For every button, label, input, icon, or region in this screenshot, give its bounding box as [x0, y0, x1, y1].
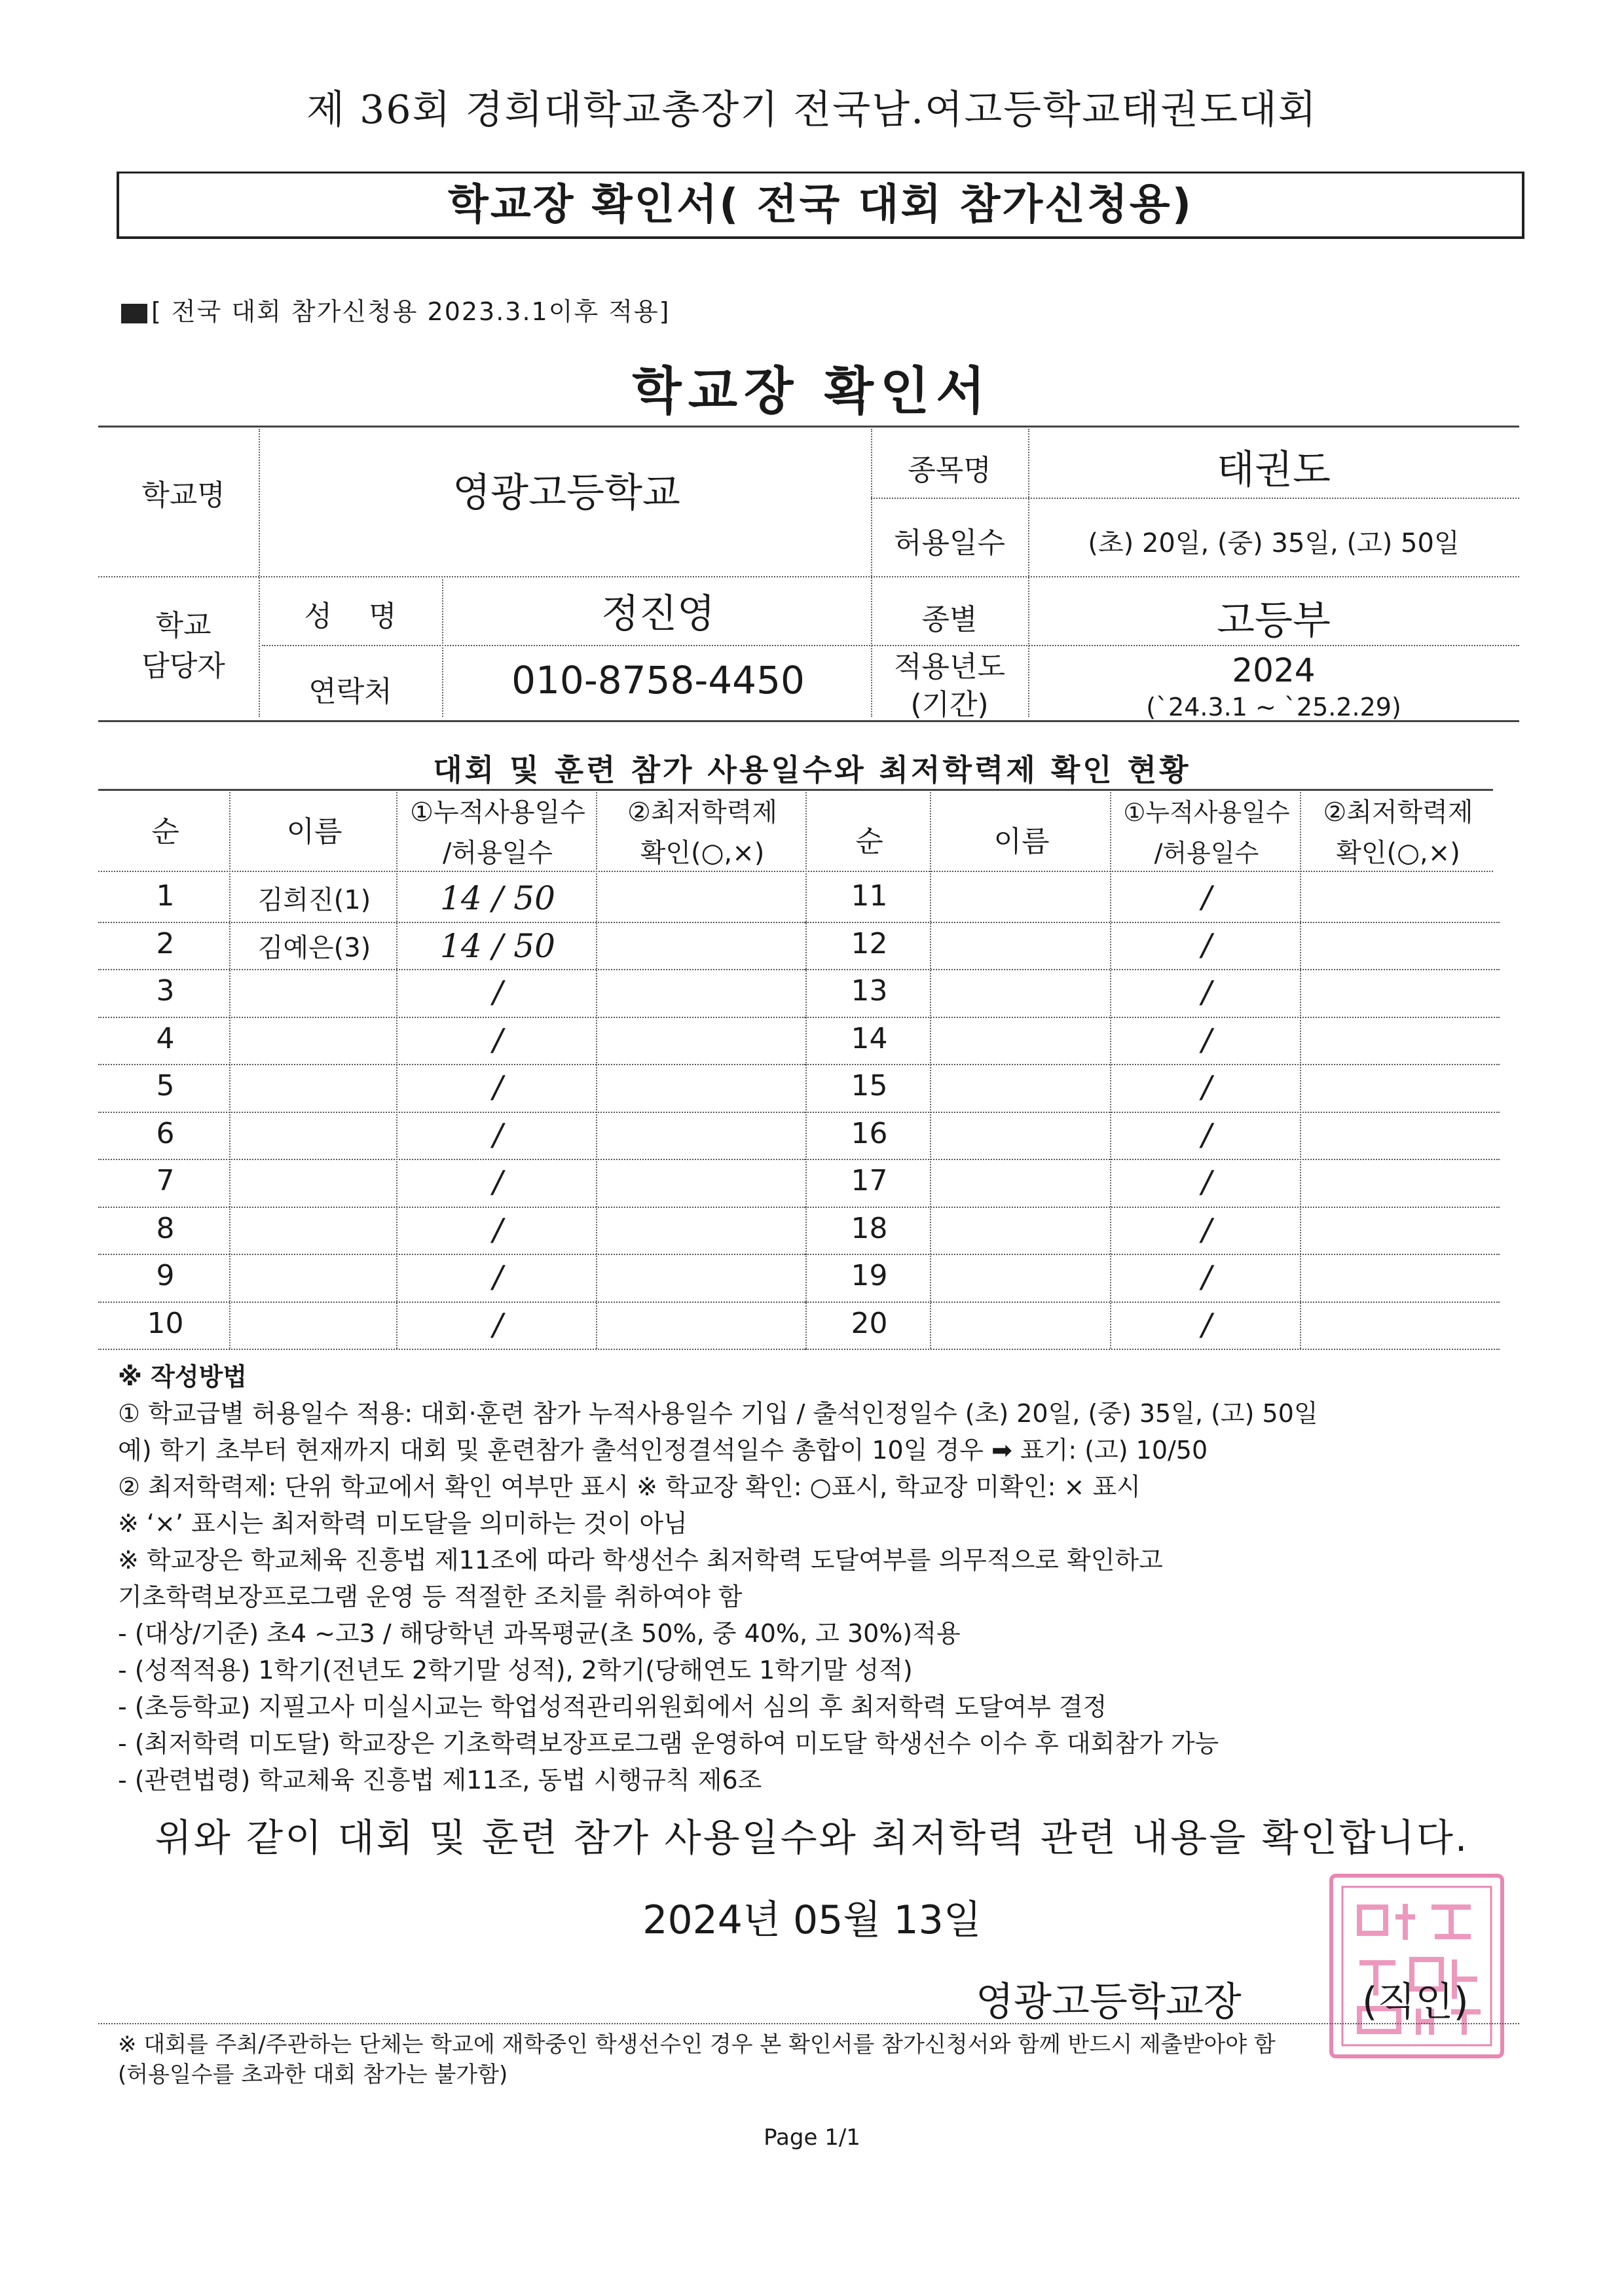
table-cell-no: 14 [851, 1021, 888, 1055]
table-cell-no: 18 [851, 1211, 888, 1245]
table-cell-no: 17 [851, 1164, 888, 1197]
table-cell-days: / [1201, 1259, 1212, 1294]
table-cell-no: 8 [156, 1211, 175, 1245]
year-label: 적용년도 (기간) [893, 650, 1005, 721]
principal-name: 영광고등학교장 [976, 1979, 1242, 2025]
guide-line: 기초학력보장프로그램 운영 등 적절한 조치를 취하여야 함 [118, 1582, 743, 1611]
table-cell-no: 13 [851, 974, 888, 1008]
name-label: 성 명 [304, 600, 397, 633]
allowed-days-value: (초) 20일, (중) 35일, (고) 50일 [1088, 528, 1460, 558]
writing-guide [118, 1358, 1493, 1798]
divider [98, 789, 1493, 791]
table-cell-days: / [492, 1306, 503, 1342]
row-divider [805, 969, 1500, 970]
guide-line: - (최저학력 미도달) 학교장은 기초학력보장프로그램 운영하여 미도달 학생선수 이수 후 대회참가 가능 [118, 1729, 1219, 1758]
guide-line: 예) 학기 초부터 현재까지 대회 및 훈련참가 출석인정결석일수 총합이 10일 경우 ➡ 표기: (고) 10/50 [118, 1436, 1208, 1465]
divider [259, 429, 260, 717]
year-value: 2024 [1232, 651, 1316, 689]
table-cell-days: / [492, 1164, 503, 1199]
header-days: ①누적사용일수 /허용일수 [410, 797, 585, 868]
row-divider [98, 1254, 805, 1255]
divider [871, 498, 1519, 499]
table-cell-days: / [1201, 926, 1212, 962]
sport-label: 종목명 [908, 454, 991, 487]
row-divider [98, 1349, 805, 1350]
issue-date: 2024년 05월 13일 [642, 1897, 982, 1943]
footnote-line: ※ 대회를 주최/주관하는 단체는 학교에 재학중인 학생선수인 경우 본 확인서를 참가신청서와 함께 반드시 제출받아야 함 [118, 2032, 1276, 2058]
divider [1110, 792, 1111, 1349]
table-title: 대회 및 훈련 참가 사용일수와 최저학력제 확인 현황 [433, 752, 1191, 788]
table-cell-no: 10 [147, 1306, 184, 1340]
divider [1028, 429, 1029, 717]
row-divider [805, 1017, 1500, 1018]
table-cell-no: 4 [156, 1021, 175, 1055]
seal-graphic [1333, 1878, 1500, 2054]
row-divider [805, 1254, 1500, 1255]
division-value: 고등부 [1217, 598, 1331, 644]
row-divider [805, 1302, 1500, 1303]
table-cell-days: / [492, 1021, 503, 1057]
guide-heading: ※ 작성방법 [118, 1362, 248, 1391]
school-label: 학교명 [141, 479, 225, 512]
guide-line: - (대상/기준) 초4 ~고3 / 해당학년 과목평균(초 50%, 중 40%, 고 30%)적용 [118, 1619, 961, 1648]
table-cell-days: / [1201, 1021, 1212, 1057]
header-days: ①누적사용일수 /허용일수 [1123, 798, 1290, 867]
divider [871, 429, 872, 717]
header-academic: ②최저학력제 확인(○,×) [1323, 797, 1473, 868]
table-cell-days: / [492, 974, 503, 1010]
box-title: 학교장 확인서( 전국 대회 참가신청용) [448, 181, 1193, 229]
row-divider [805, 1349, 1500, 1350]
footnote [118, 2030, 1532, 2090]
subnote-text: [ 전국 대회 참가신청용 2023.3.1이후 적용] [151, 297, 671, 326]
row-divider [805, 922, 1500, 923]
divider [98, 576, 1519, 577]
doc-title: 학교장 확인서 [632, 362, 992, 421]
name-value: 정진영 [601, 591, 715, 637]
table-cell-no: 3 [156, 974, 175, 1008]
sport-value: 태권도 [1217, 447, 1331, 493]
table-cell-days: 14 / 50 [440, 926, 555, 965]
table-cell-days: / [1201, 1116, 1212, 1152]
table-cell-days: / [492, 1116, 503, 1152]
divider [805, 792, 807, 1349]
subnote [121, 291, 670, 327]
row-divider [805, 1064, 1500, 1065]
divider [229, 792, 231, 1349]
guide-line: ① 학교급별 허용일수 적용: 대회·훈련 참가 누적사용일수 기입 / 출석인정일수 (초) 20일, (중) 35일, (고) 50일 [118, 1399, 1318, 1428]
row-divider [98, 969, 805, 970]
footnote-line: (허용일수를 초과한 대회 참가는 불가함) [118, 2062, 508, 2088]
header-academic: ②최저학력제 확인(○,×) [627, 797, 778, 868]
header-name: 이름 [993, 825, 1050, 858]
contact-label: 연락처 [308, 675, 392, 708]
table-cell-no: 20 [851, 1306, 888, 1340]
table-cell-no: 19 [851, 1259, 888, 1292]
table-cell-no: 6 [156, 1116, 175, 1150]
table-cell-no: 16 [851, 1116, 888, 1150]
table-cell-no: 2 [156, 926, 175, 960]
row-divider [98, 1207, 805, 1208]
row-divider [98, 922, 805, 923]
row-divider [98, 1112, 805, 1113]
table-cell-days: / [1201, 1211, 1212, 1247]
table-cell-no: 15 [851, 1069, 888, 1102]
table-cell-no: 1 [156, 879, 175, 913]
page-number: Page 1/1 [764, 2124, 860, 2151]
row-divider [805, 1159, 1500, 1160]
table-cell-days: / [492, 1259, 503, 1294]
divider [1300, 792, 1301, 1349]
table-cell-no: 11 [851, 879, 888, 913]
table-cell-days: / [1201, 974, 1212, 1010]
row-divider [98, 1017, 805, 1018]
divider [98, 2023, 1519, 2024]
guide-line: - (성적적용) 1학기(전년도 2학기말 성적), 2학기(당해연도 1학기말 성적) [118, 1656, 913, 1685]
table-cell-days: / [492, 1069, 503, 1104]
table-cell-no: 12 [851, 926, 888, 960]
manager-label: 학교 담당자 [141, 609, 225, 683]
table-cell-name: 김희진(1) [257, 885, 371, 915]
seal-label: (직인) [1362, 1979, 1469, 2025]
event-title: 제 36회 경희대학교총장기 전국남.여고등학교태권도대회 [306, 87, 1318, 133]
row-divider [98, 1302, 805, 1303]
divider [396, 792, 397, 1349]
confirm-statement: 위와 같이 대회 및 훈련 참가 사용일수와 최저학력 관련 내용을 확인합니다. [155, 1815, 1469, 1860]
table-cell-days: / [1201, 1069, 1212, 1104]
school-value: 영광고등학교 [452, 470, 680, 516]
square-icon [121, 304, 147, 323]
row-divider [805, 1112, 1500, 1113]
row-divider [98, 1159, 805, 1160]
table-cell-days: / [1201, 1164, 1212, 1199]
table-cell-name: 김예은(3) [257, 932, 371, 963]
table-cell-days: / [1201, 879, 1212, 915]
contact-value: 010-8758-4450 [511, 658, 805, 702]
table-cell-days: / [492, 1211, 503, 1247]
table-cell-days: / [1201, 1306, 1212, 1342]
divider [596, 792, 597, 1349]
allowed-days-label: 허용일수 [893, 526, 1005, 560]
divider [930, 792, 931, 1349]
row-divider [805, 1207, 1500, 1208]
guide-line: - (관련법령) 학교체육 진흥법 제11조, 동법 시행규칙 제6조 [118, 1766, 762, 1795]
header-no: 순 [151, 815, 179, 848]
table-cell-days: 14 / 50 [440, 879, 555, 917]
period-value: (`24.3.1 ~ `25.2.29) [1146, 693, 1401, 721]
header-no: 순 [855, 825, 883, 858]
division-label: 종별 [921, 603, 978, 636]
table-cell-no: 5 [156, 1069, 175, 1102]
guide-line: ※ ‘×’ 표시는 최저학력 미도달을 의미하는 것이 아님 [118, 1509, 688, 1538]
guide-line: ② 최저학력제: 단위 학교에서 확인 여부만 표시 ※ 학교장 확인: ○표시, 학교장 미확인: × 표시 [118, 1472, 1141, 1501]
header-name: 이름 [286, 815, 342, 848]
title-box [117, 172, 1524, 239]
guide-line: ※ 학교장은 학교체육 진흥법 제11조에 따라 학생선수 최저학력 도달여부를 의무적으로 확인하고 [118, 1546, 1163, 1575]
table-cell-no: 9 [156, 1259, 175, 1292]
row-divider [98, 1064, 805, 1065]
table-cell-no: 7 [156, 1164, 175, 1197]
guide-line: - (초등학교) 지필고사 미실시교는 학업성적관리위원회에서 심의 후 최저학력 도달여부 결정 [118, 1692, 1107, 1721]
divider [442, 579, 443, 717]
divider [98, 426, 1519, 428]
